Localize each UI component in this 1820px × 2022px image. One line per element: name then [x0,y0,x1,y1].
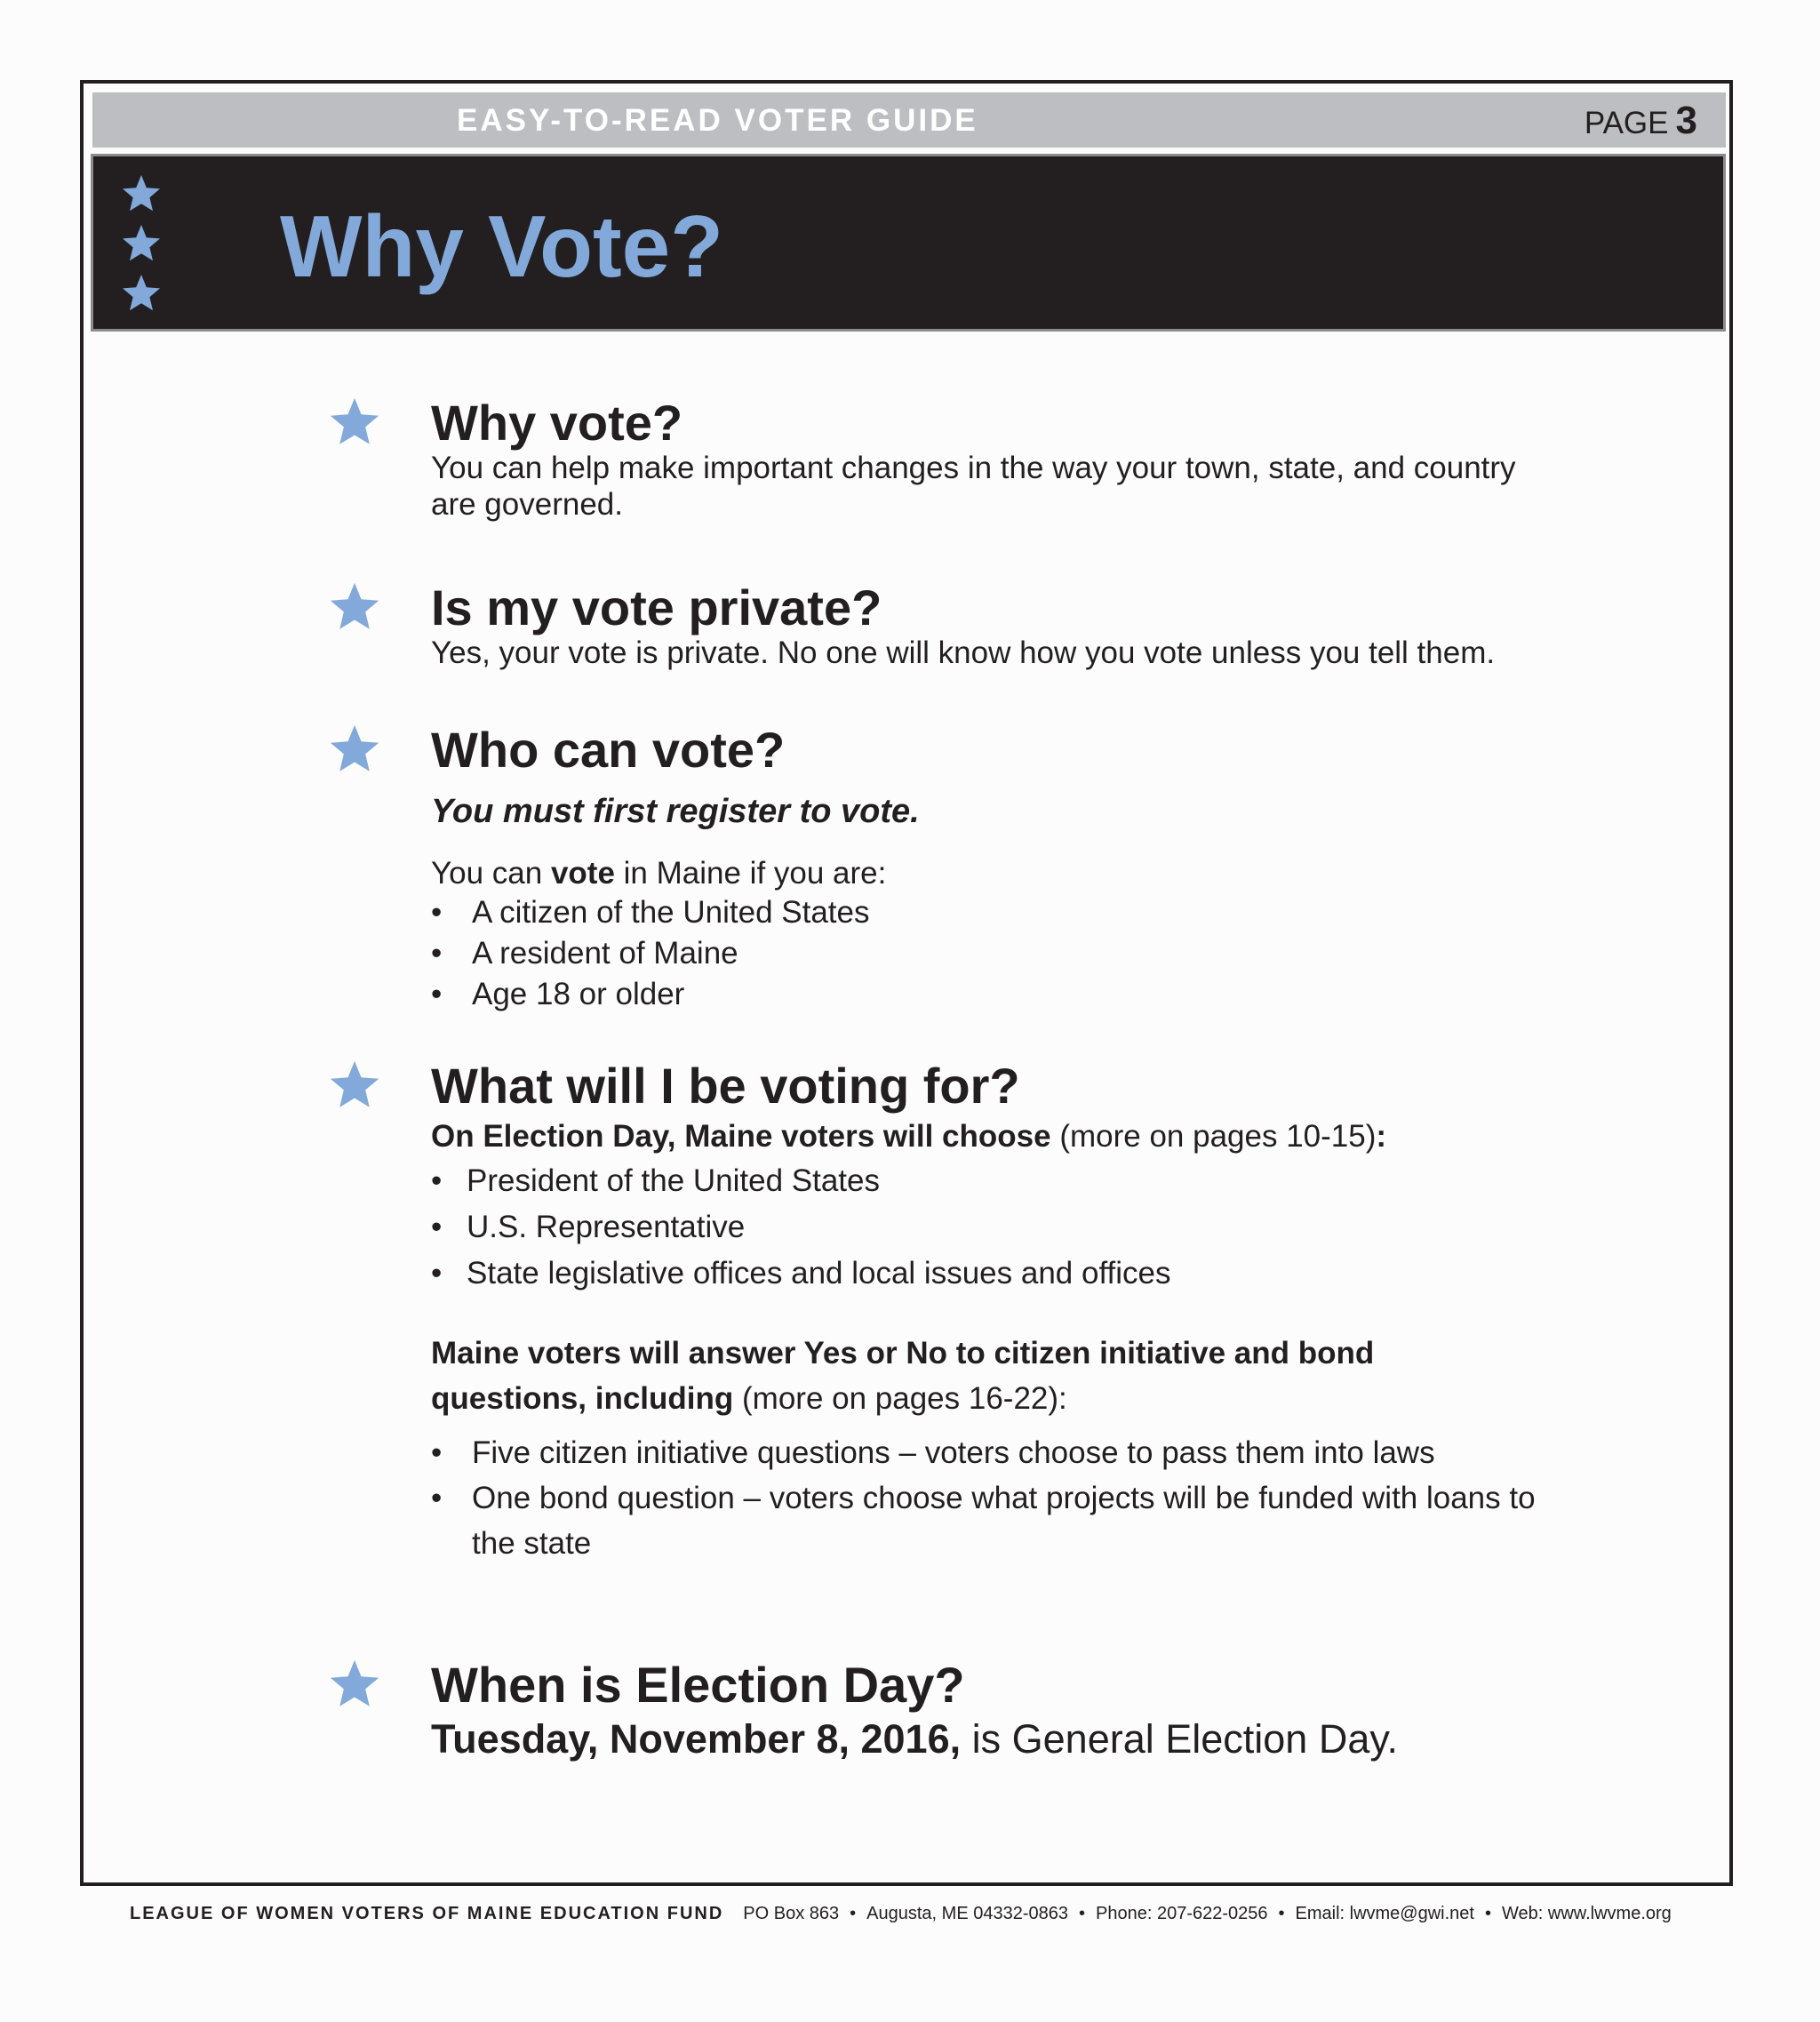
list-item-text: A resident of Maine [472,936,738,971]
lead-text: (more on pages 10-15) [1059,1119,1377,1154]
eligibility-list [431,897,1533,1019]
section-body [431,395,1533,523]
footer-separator: • [1078,1904,1085,1923]
list-item [431,897,1533,938]
footer-phone: Phone: 207-622-0256 [1096,1904,1268,1923]
section-heading: Why vote? [431,395,683,451]
section-text: You can help make important changes in the way your town, state, and country are governed. [431,451,1516,522]
bullet: • [431,977,443,1011]
star-icon [120,172,163,215]
election-day-lead [431,1118,1533,1155]
election-date [431,1716,1533,1762]
intro-text: You can [431,856,543,891]
star-icon [327,579,382,635]
star-icon [327,1058,382,1113]
intro-text: in Maine if you are: [623,856,887,891]
list-item-text: President of the United States [467,1163,880,1198]
star-icon [327,1657,382,1712]
section-body [431,1058,1536,1566]
footer-separator: • [1278,1904,1285,1923]
bullet: • [431,1435,443,1470]
list-item-text: A citizen of the United States [472,895,870,930]
section-heading: When is Election Day? [431,1657,965,1713]
section-heading: What will I be voting for? [431,1058,1020,1114]
footer-separator: • [1484,1904,1491,1923]
banner-title: Why Vote? [280,197,724,295]
footer-city: Augusta, ME 04332-0863 [866,1904,1068,1923]
date-bold: Tuesday, November 8, 2016, [431,1716,962,1762]
footer-address: PO Box 863 [743,1904,840,1923]
section-heading: Is my vote private? [431,579,882,635]
section-body [431,579,1533,671]
list-item [431,1211,1533,1258]
star-icon [120,222,163,265]
section-text: Yes, your vote is private. No one will know how you vote unless you tell them. [431,635,1496,670]
list-item [431,979,1533,1019]
star-icon [327,395,382,450]
section-heading: Who can vote? [431,722,786,778]
star-icon [120,272,163,315]
bullet: • [431,936,443,971]
page-word: PAGE [1584,106,1669,140]
list-item-text: Age 18 or older [472,977,685,1011]
banner-stars [120,172,164,322]
list-item [431,1165,1533,1211]
lead-text: (more on pages 16-22): [742,1381,1067,1416]
list-item [431,1430,1503,1475]
section-body [431,722,1533,1019]
eligibility-intro [431,855,1533,891]
header-band [92,92,1726,148]
list-item [431,938,1533,979]
intro-bold: vote [550,856,615,891]
list-item-text: U.S. Representative [467,1210,746,1244]
date-text: is General Election Day. [971,1716,1399,1762]
bullet: • [431,1256,443,1291]
guide-title: EASY-TO-READ VOTER GUIDE [457,103,978,138]
page-label [1585,101,1697,140]
star-icon [327,722,382,777]
lead-colon: : [1376,1119,1387,1154]
lead-bold: Maine voters will answer Yes or No to citizen initiative and bond questions, including [431,1336,1375,1416]
section-body [431,1657,1533,1762]
list-item [431,1475,1547,1566]
offices-list [431,1165,1533,1304]
register-note: You must first register to vote. [431,793,920,830]
list-item-text: Five citizen initiative questions – voters choose to pass them into laws [472,1435,1435,1470]
questions-list [431,1430,1536,1566]
page-number: 3 [1675,99,1697,142]
footer-web: Web: www.lwvme.org [1502,1904,1672,1923]
bullet: • [431,1210,443,1244]
footer-org: LEAGUE OF WOMEN VOTERS OF MAINE EDUCATION FUND [130,1904,724,1923]
questions-lead [431,1331,1435,1421]
list-item-text: State legislative offices and local issues and offices [467,1256,1171,1291]
footer-separator: • [850,1904,857,1923]
lead-bold: On Election Day, Maine voters will choose [431,1119,1051,1154]
title-banner [91,154,1726,332]
list-item-text: One bond question – voters choose what projects will be funded with loans to the state [472,1481,1536,1561]
footer [130,1904,1672,1924]
bullet: • [431,1163,443,1198]
footer-email: Email: lwvme@gwi.net [1295,1904,1474,1923]
bullet: • [431,895,443,930]
list-item [431,1258,1533,1304]
bullet: • [431,1481,443,1515]
